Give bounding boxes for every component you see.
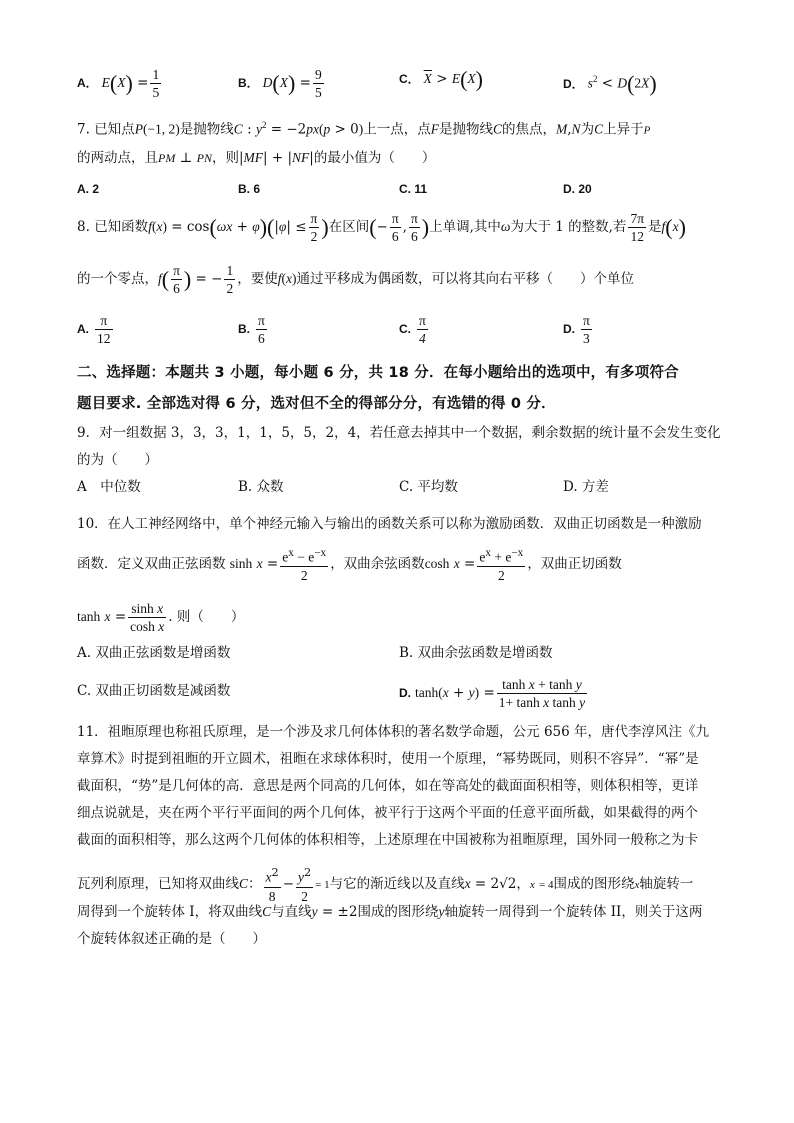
q6-option-b[interactable]: B． D(X) = $\frac{9}{5}$: [238, 67, 322, 100]
q11-line-3: 截面积，“势”是几何体的高．意思是两个同高的几何体，如在等高处的截面面积相等，则体积相等，更详: [77, 778, 699, 794]
q9-option-d[interactable]: D. 方差: [563, 479, 609, 495]
q8-option-d[interactable]: D. $\frac{\pi}{3}$: [563, 313, 590, 346]
q11-line-2: 章算术》时提到祖暅的开立圆术，祖暅在求球体积时，使用一个原理，“幂势既同，则积不容异”．“幂”是: [77, 751, 699, 767]
q6-option-d[interactable]: D． $s^2 < D(2X)$: [563, 71, 657, 96]
q8-line-1: 8. 已知函数f(x) = cos(ωx + φ)(|φ| ≤ $\frac{\pi}{2}$ )在区间(− $\frac{\pi}{6}$ , $\frac{\pi}{6}$ )上单调,其中ω为大于 1 的整数,若 $\frac{7\pi}{12}$ 是f(x): [77, 211, 686, 244]
q7-line-1: 7. 已知点P(−1, 2)是抛物线C : $y^2 = -2px(p > 0)$上一点，点F是抛物线C的焦点，M,N为C上异于P: [77, 120, 651, 138]
section-2-header-line-1: 二、选择题：本题共 3 小题，每小题 6 分，共 18 分．在每小题给出的选项中，有多项符合: [77, 365, 679, 381]
q9-option-a[interactable]: A 中位数: [77, 479, 141, 495]
q6-option-c[interactable]: C． $\overline{X} > E(X)$: [399, 66, 483, 92]
q6-option-a[interactable]: A． E(X) = $\frac{1}{5}$: [77, 67, 160, 100]
q7-option-d[interactable]: D. 20: [563, 182, 592, 196]
q8-option-b[interactable]: B. $\frac{\pi}{6}$: [238, 313, 265, 346]
q10-option-c[interactable]: C. 双曲正切函数是减函数: [77, 683, 231, 699]
q7-option-c[interactable]: C. 11: [399, 182, 428, 196]
q10-option-a[interactable]: A. 双曲正弦函数是增函数: [77, 645, 231, 661]
q11-line-5: 截面的面积相等，那么这两个几何体的体积相等，上述原理在中国被称为祖暅原理，国外同一般称之为卡: [77, 832, 698, 848]
section-2-header-line-2: 题目要求. 全部选对得 6 分，选对但不全的得部分分，有选错的得 0 分．: [77, 396, 556, 412]
q7-option-a[interactable]: A. 2: [77, 182, 100, 196]
q11-line-4: 细点说就是，夹在两个平行平面间的两个几何体，被平行于这两个平面的任意平面所截，如果截得的两个: [77, 805, 698, 821]
q7-line-2: 的两动点，且PM ⊥ PN，则|MF| + |NF|的最小值为（ ）: [77, 150, 436, 166]
q10-line-2: 函数．定义双曲正弦函数 sinh x = $\frac{e^x - e^{-x}}{2}$ ，双曲余弦函数cosh x = $\frac{e^x + e^{-x}}{2}$ ，双曲正切函数: [77, 547, 622, 583]
q9-line-2: 的为（ ）: [77, 452, 158, 468]
q8-option-a[interactable]: A. $\frac{\pi}{12}$: [77, 313, 111, 346]
q8-line-2: 的一个零点，f( $\frac{\pi}{6}$ ) = − $\frac{1}{2}$ ，要使f(x)通过平移成为偶函数，可以将其向右平移（ ）个单位: [77, 263, 634, 296]
q8-option-c[interactable]: C. $\frac{\pi}{4}$: [399, 313, 426, 346]
q9-option-b[interactable]: B. 众数: [238, 479, 284, 495]
q11-line-6: 瓦列利原理，已知将双曲线C： $\frac{x^2}{8}$ − $\frac{y^2}{2}$ = 1与它的渐近线以及直线x = 2√2，x = 4围成的图形绕x轴旋转一: [77, 866, 694, 904]
q9-line-1: 9．对一组数据 3，3，3，1，1，5，5，2，4，若任意去掉其中一个数据，剩余数据的统计量不会发生变化: [77, 425, 721, 441]
q10-line-1: 10．在人工神经网络中，单个神经元输入与输出的函数关系可以称为激励函数．双曲正切函数是一种激励: [77, 516, 702, 532]
q10-line-3: tanh x = $\frac{\text{sinh x}}{\text{cosh x}}$ . 则（ ）: [77, 601, 245, 634]
q10-option-d[interactable]: D. tanh(x + y) = $\frac{\text{tanh x + tanh y}}{\text{1+ tanh x tanh y}}$: [399, 677, 586, 710]
q9-option-c[interactable]: C. 平均数: [399, 479, 458, 495]
q11-line-8: 个旋转体叙述正确的是（ ）: [77, 931, 266, 947]
q7-option-b[interactable]: B. 6: [238, 182, 261, 196]
q11-line-1: 11．祖暅原理也称祖氏原理，是一个涉及求几何体体积的著名数学命题，公元 656 年，唐代李淳风注《九: [77, 724, 710, 740]
q10-option-b[interactable]: B. 双曲余弦函数是增函数: [399, 645, 553, 661]
q11-line-7: 周得到一个旋转体 I，将双曲线C与直线y = ±2围成的图形绕y轴旋转一周得到一个旋转体 II，则关于这两: [77, 904, 703, 920]
